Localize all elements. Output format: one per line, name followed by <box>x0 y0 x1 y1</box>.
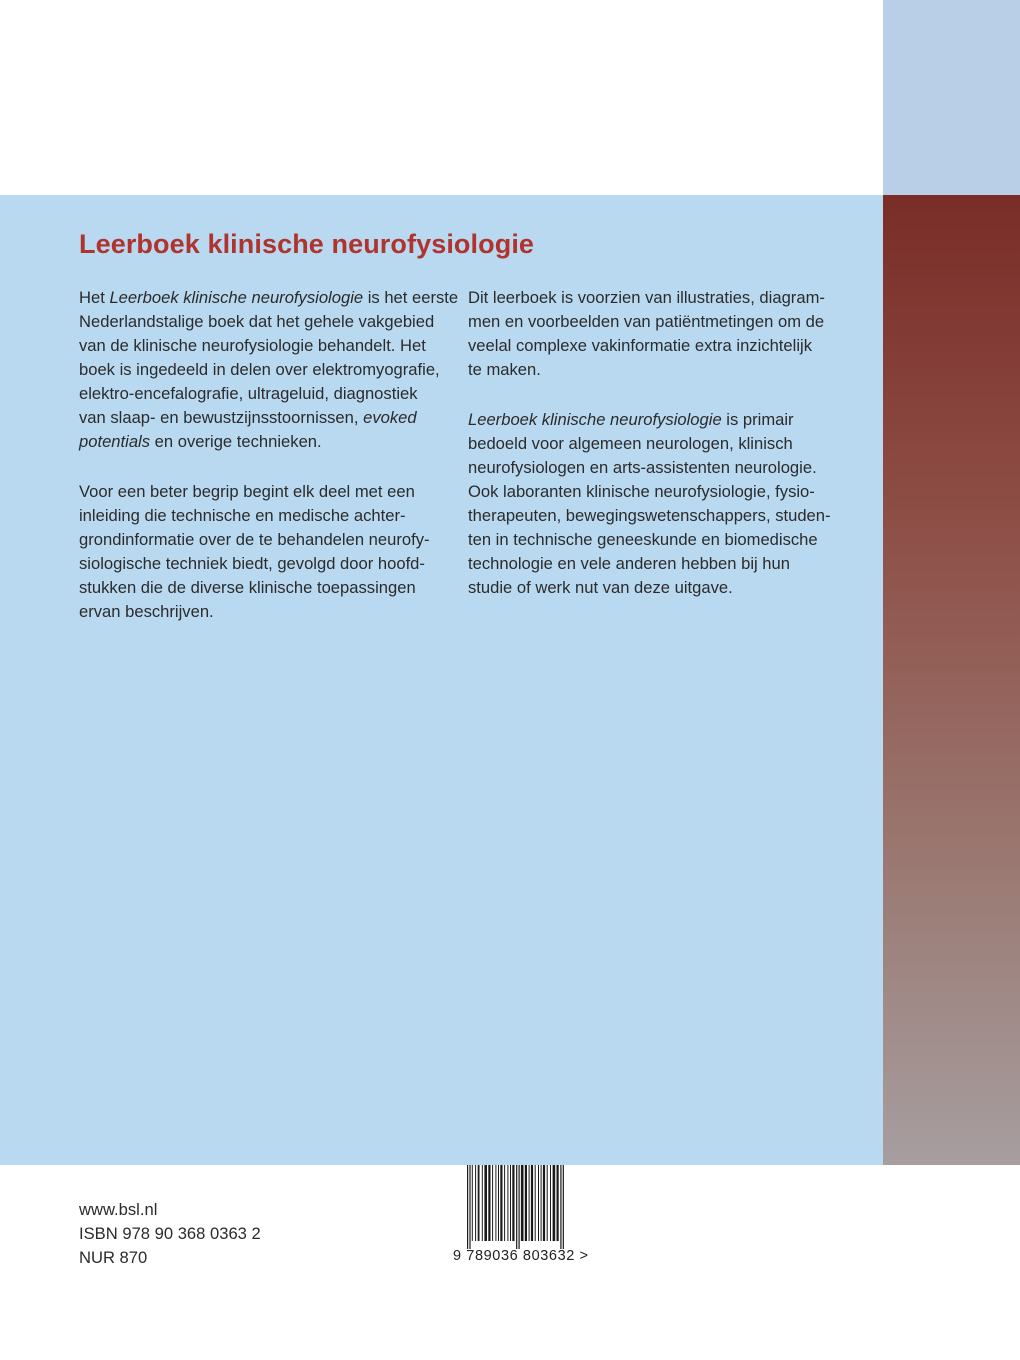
barcode-bar <box>467 1165 468 1249</box>
nur-code: NUR 870 <box>79 1248 148 1267</box>
top-white-area <box>0 0 883 195</box>
text-line: veelal complexe vakinformatie extra inzichtelijk <box>468 336 813 355</box>
text-line: stukken die de diverse klinische toepassingen <box>79 578 416 597</box>
barcode-bar <box>553 1165 556 1241</box>
barcode-bar <box>531 1165 533 1241</box>
barcode-bar <box>519 1165 520 1249</box>
text-line: grondinformatie over de te behandelen neurofy- <box>79 530 430 549</box>
book-title: Leerboek klinische neurofysiologie <box>79 229 535 259</box>
barcode-bar <box>484 1165 487 1241</box>
barcode-bar <box>543 1165 545 1241</box>
barcode-bar <box>500 1165 502 1241</box>
barcode-bar <box>560 1165 561 1249</box>
text-line: technologie en vele anderen hebben bij hun <box>468 554 790 573</box>
text-line: Voor een beter begrip begint elk deel met een <box>79 482 415 501</box>
isbn-number: ISBN 978 90 368 0363 2 <box>79 1224 261 1243</box>
text-line: Dit leerboek is voorzien van illustraties, diagram- <box>468 288 825 307</box>
barcode-bar <box>492 1165 493 1241</box>
barcode-bar <box>507 1165 508 1241</box>
barcode-bar <box>472 1165 473 1241</box>
right-paragraph-2 <box>468 408 843 600</box>
barcode-bar <box>525 1165 527 1241</box>
barcode <box>453 1165 603 1269</box>
text-line: ten in technische geneeskunde en biomedische <box>468 530 818 549</box>
barcode-bar <box>547 1165 548 1241</box>
barcode-bar <box>557 1165 559 1241</box>
text-line: men en voorbeelden van patiëntmetingen om de <box>468 312 825 331</box>
publisher-footer <box>79 1198 261 1270</box>
barcode-bar <box>521 1165 524 1241</box>
barcode-bar <box>495 1165 496 1241</box>
text-line: inleiding die technische en medische achter- <box>79 506 406 525</box>
left-paragraph-1 <box>79 286 459 454</box>
text-line: potentials en overige technieken. <box>79 432 322 451</box>
text-line: therapeuten, bewegingswetenschappers, studen- <box>468 506 831 525</box>
barcode-bar <box>516 1165 517 1249</box>
text-line: te maken. <box>468 360 541 379</box>
text-line: bedoeld voor algemeen neurologen, klinisch <box>468 434 793 453</box>
text-line: van de klinische neurofysiologie behandelt. Het <box>79 336 426 355</box>
barcode-bar <box>469 1165 470 1249</box>
barcode-bar <box>541 1165 542 1241</box>
barcode-digits: 9 789036 803632 > <box>453 1248 589 1264</box>
text-line: studie of werk nut van deze uitgave. <box>468 578 733 597</box>
left-paragraph-2 <box>79 480 451 624</box>
side-strip-red-gradient <box>883 195 1020 1165</box>
barcode-bar <box>478 1165 480 1241</box>
text-line: Ook laboranten klinische neurofysiologie, fysio- <box>468 482 815 501</box>
barcode-bar <box>563 1165 564 1249</box>
text-line: elektro-encefalografie, ultrageluid, diagnostiek <box>79 384 418 403</box>
left-column <box>79 286 459 650</box>
text-line: neurofysiologen en arts-assistenten neurologie. <box>468 458 817 477</box>
text-line: van slaap- en bewustzijnsstoornissen, evoked <box>79 408 417 427</box>
website-link[interactable]: www.bsl.nl <box>79 1200 158 1219</box>
text-line: ervan beschrijven. <box>79 602 214 621</box>
barcode-bar <box>482 1165 483 1241</box>
text-line: boek is ingedeeld in delen over elektromyografie, <box>79 360 440 379</box>
barcode-bar <box>538 1165 539 1241</box>
barcode-bar <box>488 1165 490 1241</box>
text-line: siologische techniek biedt, gevolgd door hoofd- <box>79 554 425 573</box>
barcode-bar <box>510 1165 511 1241</box>
side-strip-light-blue <box>883 0 1020 195</box>
barcode-bars <box>453 1165 603 1249</box>
barcode-bar <box>475 1165 476 1241</box>
right-column <box>468 286 843 626</box>
barcode-bar <box>504 1165 505 1241</box>
barcode-bar <box>535 1165 536 1241</box>
barcode-bar <box>550 1165 551 1241</box>
text-line: Leerboek klinische neurofysiologie is primair <box>468 410 794 429</box>
right-paragraph-1 <box>468 286 843 382</box>
barcode-bar <box>512 1165 514 1241</box>
barcode-bar <box>498 1165 499 1241</box>
text-line: Nederlandstalige boek dat het gehele vakgebied <box>79 312 435 331</box>
barcode-bar <box>529 1165 530 1241</box>
text-line: Het Leerboek klinische neurofysiologie is het eerste <box>79 288 459 307</box>
